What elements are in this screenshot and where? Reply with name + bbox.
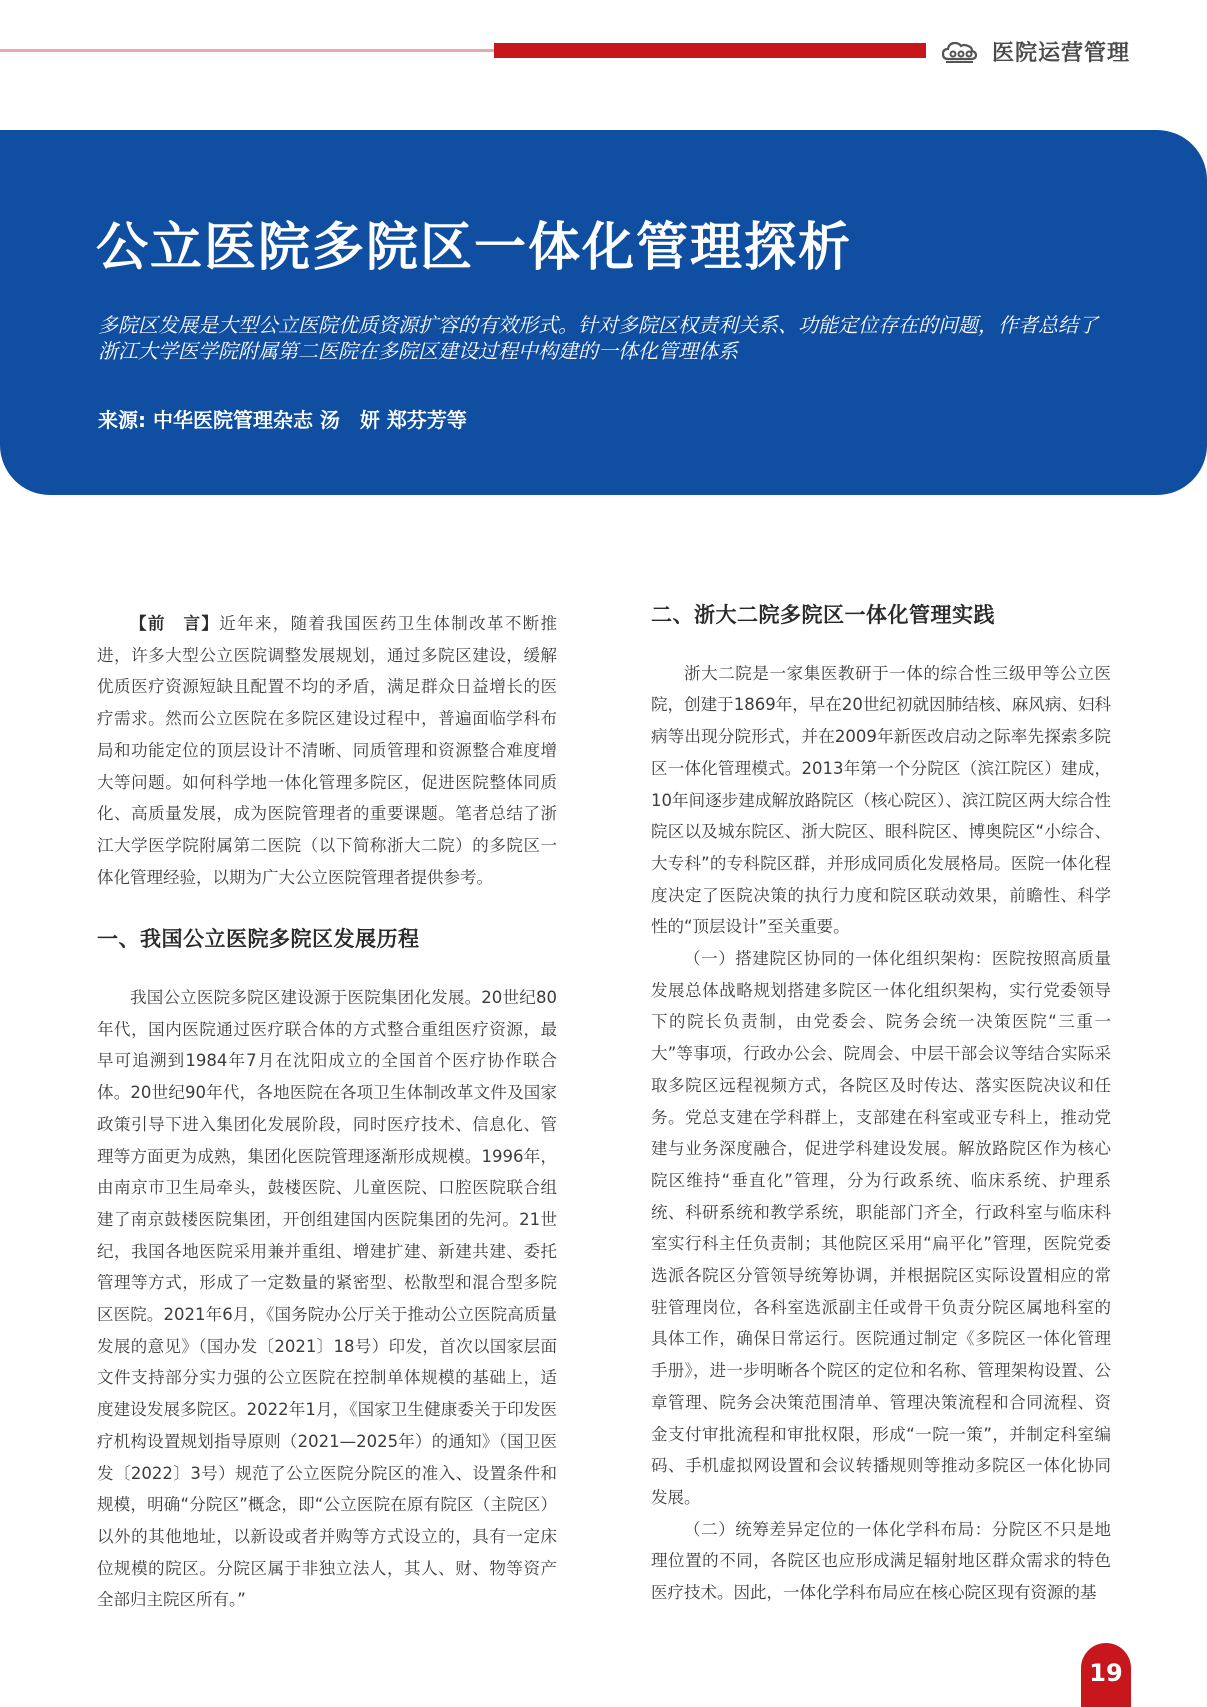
section-name: 医院运营管理 — [992, 41, 1131, 66]
article-title: 公立医院多院区一体化管理探析 — [96, 218, 853, 278]
article-summary: 多院区发展是大型公立医院优质资源扩容的有效形式。针对多院区权责利关系、功能定位存在的问题，作者总结了浙江大学医学院附属第二医院在多院区建设过程中构建的一体化管理体系 — [98, 313, 1098, 363]
body-paragraph: （二）统筹差异定位的一体化学科布局：分院区不只是地理位置的不同，各院区也应形成满足辐射地区群众需求的特色医疗技术。因此，一体化学科布局应在核心院区现有资源的基 — [651, 1519, 1111, 1603]
left-column — [97, 608, 557, 1616]
header-thin-rule — [0, 49, 495, 52]
body-paragraph: （一）搭建院区协同的一体化组织架构：医院按照高质量发展总体战略规划搭建多院区一体化组织架构，实行党委领导下的院长负责制，由党委会、院务会统一决策医院“三重一大”等事项，行政办公会、院周会、中层干部会议等结合实际采取多院区远程视频方式，各院区及时传达、落实医院决议和任务。党总支建在学科群上，支部建在科室或亚专科上，推动党建与业务深度融合，促进学科建设发展。解放路院区作为核心院区维持“垂直化”管理，分为行政系统、临床系统、护理系统、科研系统和教学系统，职能部门齐全，行政科室与临床科室实行科主任负责制；其他院区采用“扁平化”管理，医院党委选派各院区分管领导统筹协调，并根据院区实际设置相应的常驻管理岗位，各科室选派副主任或骨干负责分院区属地科室的具体工作，确保日常运行。医院通过制定《多院区一体化管理手册》，进一步明晰各个院区的定位和名称、管理架构设置、公章管理、院务会决策范围清单、管理决策流程和合同流程、资金支付审批流程和审批权限，形成“一院一策”，并制定科室编码、手机虚拟网设置和会议转播规则等推动多院区一体化协同发展。 — [651, 949, 1111, 1507]
preface-label: 【前 言】 — [130, 614, 220, 633]
right-column — [651, 603, 1111, 1609]
title-banner — [0, 130, 1207, 495]
section-tag — [940, 36, 1130, 67]
section-heading-1: 一、我国公立医院多院区发展历程 — [97, 927, 420, 952]
cloud-logo-icon — [940, 39, 978, 65]
page-number: 19 — [1081, 1643, 1131, 1707]
article-source: 来源: 中华医院管理杂志 汤 妍 郑芬芳等 — [98, 408, 467, 432]
header-thick-rule — [494, 43, 926, 58]
preface-paragraph — [97, 608, 557, 893]
body-paragraph: 我国公立医院多院区建设源于医院集团化发展。20世纪80年代，国内医院通过医疗联合体的方式整合重组医疗资源，最早可追溯到1984年7月在沈阳成立的全国首个医疗协作联合体。20世纪90年代，各地医院在各项卫生体制改革文件及国家政策引导下进入集团化发展阶段，同时医疗技术、信息化、管理等方面更为成熟，集团化医院管理逐渐形成规模。1996年，由南京市卫生局牵头，鼓楼医院、儿童医院、口腔医院联合组建了南京鼓楼医院集团，开创组建国内医院集团的先河。21世纪，我国各地医院采用兼并重组、增建扩建、新建共建、委托管理等方式，形成了一定数量的紧密型、松散型和混合型多院区医院。2021年6月，《国务院办公厅关于推动公立医院高质量发展的意见》（国办发〔2021〕18号）印发，首次以国家层面文件支持部分实力强的公立医院在控制单体规模的基础上，适度建设发展多院区。2022年1月，《国家卫生健康委关于印发医疗机构设置规划指导原则（2021—2025年）的通知》（国卫医发〔2022〕3号）规范了公立医院分院区的准入、设置条件和规模，明确“分院区”概念，即“公立医院在原有院区（主院区）以外的其他地址，以新设或者并购等方式设立的，具有一定床位规模的院区。分院区属于非独立法人，其人、财、物等资产全部归主院区所有。” — [97, 988, 557, 1610]
section-heading-2: 二、浙大二院多院区一体化管理实践 — [651, 603, 995, 627]
body-paragraph: 浙大二院是一家集医教研于一体的综合性三级甲等公立医院，创建于1869年，早在20世纪初就因肺结核、麻风病、妇科病等出现分院形式，并在2009年新医改启动之际率先探索多院区一体化管理模式。2013年第一个分院区（滨江院区）建成，10年间逐步建成解放路院区（核心院区）、滨江院区两大综合性院区以及城东院区、浙大院区、眼科院区、博奥院区“小综合、大专科”的专科院区群，并形成同质化发展格局。医院一体化程度决定了医院决策的执行力度和院区联动效果，前瞻性、科学性的“顶层设计”至关重要。 — [651, 663, 1111, 937]
preface-text: 近年来，随着我国医药卫生体制改革不断推进，许多大型公立医院调整发展规划，通过多院区建设，缓解优质医疗资源短缺且配置不均的矛盾，满足群众日益增长的医疗需求。然而公立医院在多院区建设过程中，普遍面临学科布局和功能定位的顶层设计不清晰、同质管理和资源整合难度增大等问题。如何科学地一体化管理多院区，促进医院整体同质化、高质量发展，成为医院管理者的重要课题。笔者总结了浙江大学医学院附属第二医院（以下简称浙大二院）的多院区一体化管理经验，以期为广大公立医院管理者提供参考。 — [97, 614, 558, 887]
